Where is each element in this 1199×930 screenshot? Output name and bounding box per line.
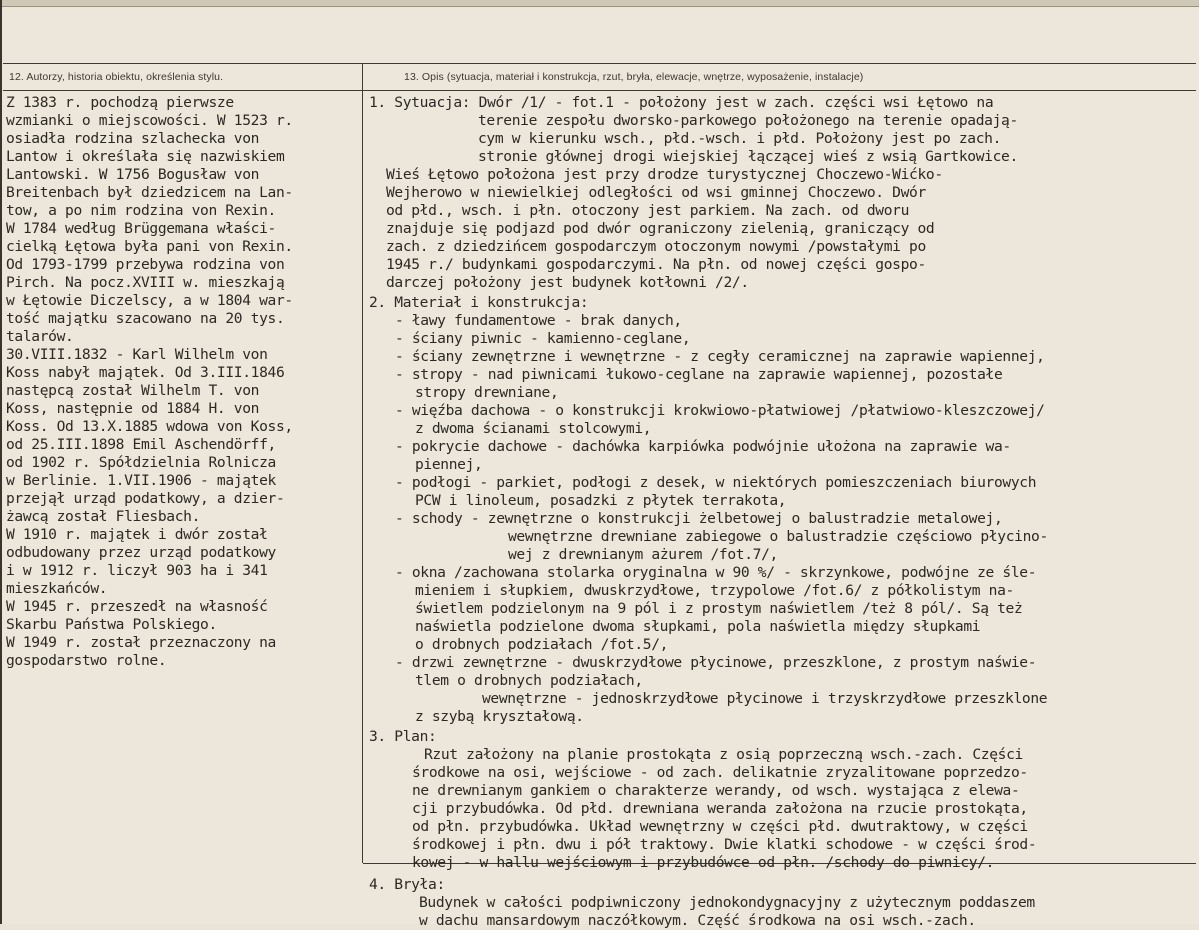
history-line: i w 1912 r. liczył 903 ha i 341 <box>6 562 268 579</box>
history-line: Skarbu Państwa Polskiego. <box>6 616 217 633</box>
history-line: gospodarstwo rolne. <box>6 652 167 669</box>
description-line: w dachu mansardowym naczółkowym. Część środkowa na osi wsch.-zach. <box>419 912 976 929</box>
history-line: W 1945 r. przeszedł na własność <box>6 598 268 615</box>
history-line: następcą został Wilhelm T. von <box>6 382 260 399</box>
description-line: - okna /zachowana stolarka oryginalna w 90 %/ - skrzynkowe, podwójne ze śle- <box>395 564 1037 581</box>
left-column-header: 12. Autorzy, historia obiektu, określenia stylu. <box>9 71 224 83</box>
history-line: Breitenbach był dziedzicem na Lan- <box>6 184 293 201</box>
description-line: terenie zespołu dworsko-parkowego położonego na terenie opadają- <box>478 112 1018 129</box>
history-line: Z 1383 r. pochodzą pierwsze <box>6 94 234 111</box>
history-line: przejął urząd podatkowy, a dzier- <box>6 490 285 507</box>
description-line: od płd., wsch. i płn. otoczony jest parkiem. Na zach. od dworu <box>386 202 910 219</box>
left-edge <box>0 0 2 924</box>
description-line: - ławy fundamentowe - brak danych, <box>395 312 682 329</box>
description-line: - ściany piwnic - kamienno-ceglane, <box>395 330 691 347</box>
description-line: Wejherowo w niewielkiej odległości od wsi gminnej Choczewo. Dwór <box>386 184 926 201</box>
description-line: 1945 r./ budynkami gospodarczymi. Na płn. od nowej części gospo- <box>386 256 926 273</box>
header-bottom-rule <box>3 90 1196 91</box>
description-line: - pokrycie dachowe - dachówka karpiówka podwójnie ułożona na zaprawie wa- <box>395 438 1011 455</box>
description-line: tlem o drobnych podziałach, <box>415 672 643 689</box>
history-line: Pirch. Na pocz.XVIII w. mieszkają <box>6 274 285 291</box>
description-line: naświetla podzielone dwoma słupkami, pola naświetla między słupkami <box>415 618 981 635</box>
description-line: cym w kierunku wsch., płd.-wsch. i płd. Położony jest po zach. <box>478 130 1002 147</box>
header-top-rule <box>3 63 1196 64</box>
right-column-header: 13. Opis (sytuacja, materiał i konstrukcja, rzut, bryła, elewacje, wnętrze, wyposażenie, instalacje) <box>404 71 864 83</box>
top-edge <box>0 0 1199 7</box>
history-line: Od 1793-1799 przebywa rodzina von <box>6 256 285 273</box>
history-line: W 1784 według Brüggemana właści- <box>6 220 276 237</box>
column-divider <box>362 63 363 863</box>
description-line: 2. Materiał i konstrukcja: <box>369 294 589 311</box>
description-line: piennej, <box>415 456 483 473</box>
history-line: tow, a po nim rodzina von Rexin. <box>6 202 276 219</box>
description-line: środkowe na osi, wejściowe - od zach. delikatnie zryzalitowane poprzedzo- <box>412 764 1028 781</box>
history-line: 30.VIII.1832 - Karl Wilhelm von <box>6 346 268 363</box>
history-line: osiadła rodzina szlachecka von <box>6 130 260 147</box>
history-line: żawcą został Fliesbach. <box>6 508 201 525</box>
description-line: PCW i linoleum, posadzki z płytek terrakota, <box>415 492 787 509</box>
description-line: mieniem i słupkiem, dwuskrzydłowe, trzypolowe /fot.6/ z półkolistym na- <box>415 582 1014 599</box>
history-line: cielką Łętowa była pani von Rexin. <box>6 238 293 255</box>
history-line: W 1949 r. został przeznaczony na <box>6 634 276 651</box>
description-line: o drobnych podziałach /fot.5/, <box>415 636 669 653</box>
description-line: wej z drewnianym ażurem /fot.7/, <box>508 546 778 563</box>
description-line: z dwoma ścianami stolcowymi, <box>415 420 652 437</box>
description-line: 4. Bryła: <box>369 876 445 893</box>
description-line: - stropy - nad piwnicami łukowo-ceglane na zaprawie wapiennej, pozostałe <box>395 366 1003 383</box>
history-line: mieszkańców. <box>6 580 108 597</box>
description-line: darczej położony jest budynek kotłowni /2/. <box>386 274 749 291</box>
description-line: 1. Sytuacja: Dwór /1/ - fot.1 - położony jest w zach. części wsi Łętowo na <box>369 94 994 111</box>
description-line: cji przybudówka. Od płd. drewniana weranda założona na rzucie prostokąta, <box>412 800 1028 817</box>
history-line: od 25.III.1898 Emil Aschendörff, <box>6 436 276 453</box>
history-line: w Berlinie. 1.VII.1906 - majątek <box>6 472 276 489</box>
description-line: Budynek w całości podpiwniczony jednokondygnacyjny z użytecznym poddaszem <box>419 894 1035 911</box>
description-line: wewnętrzne drewniane zabiegowe o balustradzie częściowo płycino- <box>508 528 1048 545</box>
description-line: - więźba dachowa - o konstrukcji krokwiowo-płatwiowej /płatwiowo-kleszczowej/ <box>395 402 1045 419</box>
description-line: - podłogi - parkiet, podłogi z desek, w niektórych pomieszczeniach biurowych <box>395 474 1037 491</box>
history-line: wzmianki o miejscowości. W 1523 r. <box>6 112 293 129</box>
description-line: zach. z dziedzińcem gospodarczym otoczonym nowymi /powstałymi po <box>386 238 926 255</box>
description-line: stronie głównej drogi wiejskiej łączącej wieś z wsią Gartkowice. <box>478 148 1018 165</box>
description-line: - drzwi zewnętrzne - dwuskrzydłowe płycinowe, przeszklone, z prostym naświe- <box>395 654 1037 671</box>
history-line: Koss. Od 13.X.1885 wdowa von Koss, <box>6 418 293 435</box>
history-line: odbudowany przez urząd podatkowy <box>6 544 276 561</box>
description-line: ne drewnianym gankiem o charakterze werandy, od wsch. wystająca z elewa- <box>412 782 1020 799</box>
description-line: znajduje się podjazd pod dwór ograniczony zielenią, graniczący od <box>386 220 935 237</box>
history-line: tość majątku szacowano na 20 tys. <box>6 310 285 327</box>
description-line: stropy drewniane, <box>415 384 559 401</box>
history-line: w Łętowie Diczelscy, a w 1804 war- <box>6 292 293 309</box>
description-line: środkowej i płn. dwu i pół traktowy. Dwie klatki schodowe - w części środ- <box>412 836 1037 853</box>
history-line: od 1902 r. Spółdzielnia Rolnicza <box>6 454 276 471</box>
history-line: Koss, następnie od 1884 H. von <box>6 400 260 417</box>
history-line: Lantowski. W 1756 Bogusław von <box>6 166 260 183</box>
history-line: talarów. <box>6 328 74 345</box>
description-line: z szybą kryształową. <box>415 708 584 725</box>
description-line: kowej - w hallu wejściowym i przybudówce od płn. /schody do piwnicy/. <box>412 854 995 871</box>
description-line: Rzut założony na planie prostokąta z osią poprzeczną wsch.-zach. Części <box>424 746 1023 763</box>
history-line: Koss nabył majątek. Od 3.III.1846 <box>6 364 285 381</box>
description-line: od płn. przybudówka. Układ wewnętrzny w części płd. dwutraktowy, w części <box>412 818 1028 835</box>
description-line: 3. Plan: <box>369 728 437 745</box>
description-line: - ściany zewnętrzne i wewnętrzne - z cegły ceramicznej na zaprawie wapiennej, <box>395 348 1045 365</box>
description-line: Wieś Łętowo położona jest przy drodze turystycznej Choczewo-Wićko- <box>386 166 943 183</box>
history-line: Lantow i określała się nazwiskiem <box>6 148 285 165</box>
history-line: W 1910 r. majątek i dwór został <box>6 526 268 543</box>
description-line: - schody - zewnętrzne o konstrukcji żelbetowej o balustradzie metalowej, <box>395 510 1003 527</box>
description-line: wewnętrzne - jednoskrzydłowe płycinowe i trzyskrzydłowe przeszklone <box>482 690 1048 707</box>
description-line: świetlem podzielonym na 9 pól i z prostym naświetlem /też 8 pól/. Są też <box>415 600 1023 617</box>
